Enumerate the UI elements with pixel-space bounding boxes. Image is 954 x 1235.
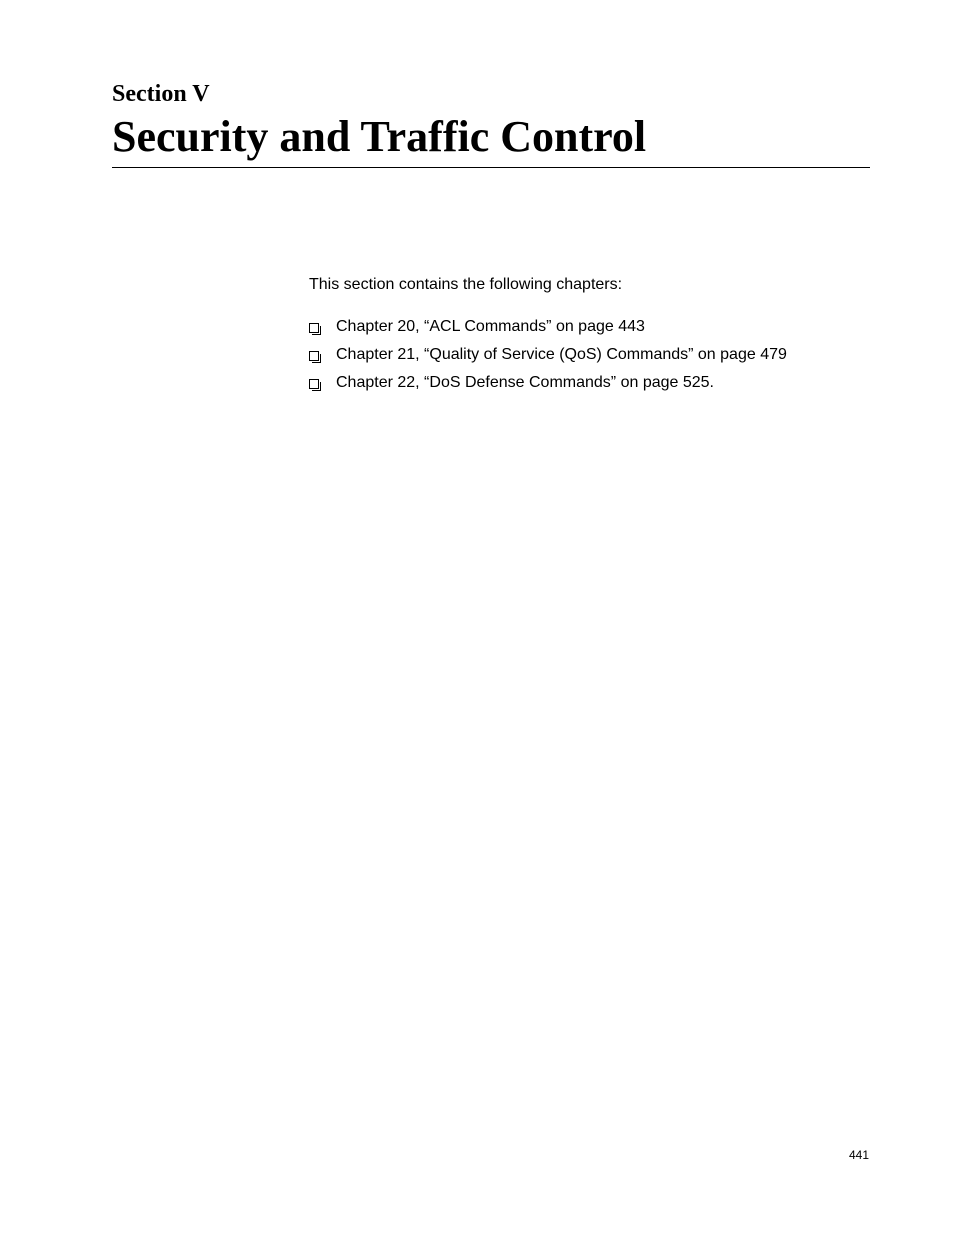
intro-text: This section contains the following chapters:	[309, 276, 623, 293]
section-label: Section V	[112, 81, 210, 107]
checkbox-bullet-icon	[309, 351, 319, 361]
page-title: Security and Traffic Control	[112, 112, 647, 161]
title-divider	[112, 167, 870, 168]
page-number: 441	[848, 1148, 869, 1162]
chapter-link-text: Chapter 22, “DoS Defense Commands” on page 525.	[336, 374, 714, 391]
checkbox-bullet-icon	[309, 323, 319, 333]
list-item	[309, 369, 787, 397]
list-item	[309, 313, 787, 341]
checkbox-bullet-icon	[309, 379, 319, 389]
chapter-list	[309, 313, 787, 397]
chapter-link-text: Chapter 20, “ACL Commands” on page 443	[336, 318, 645, 335]
list-item	[309, 341, 787, 369]
chapter-link-text: Chapter 21, “Quality of Service (QoS) Commands” on page 479	[336, 346, 787, 363]
